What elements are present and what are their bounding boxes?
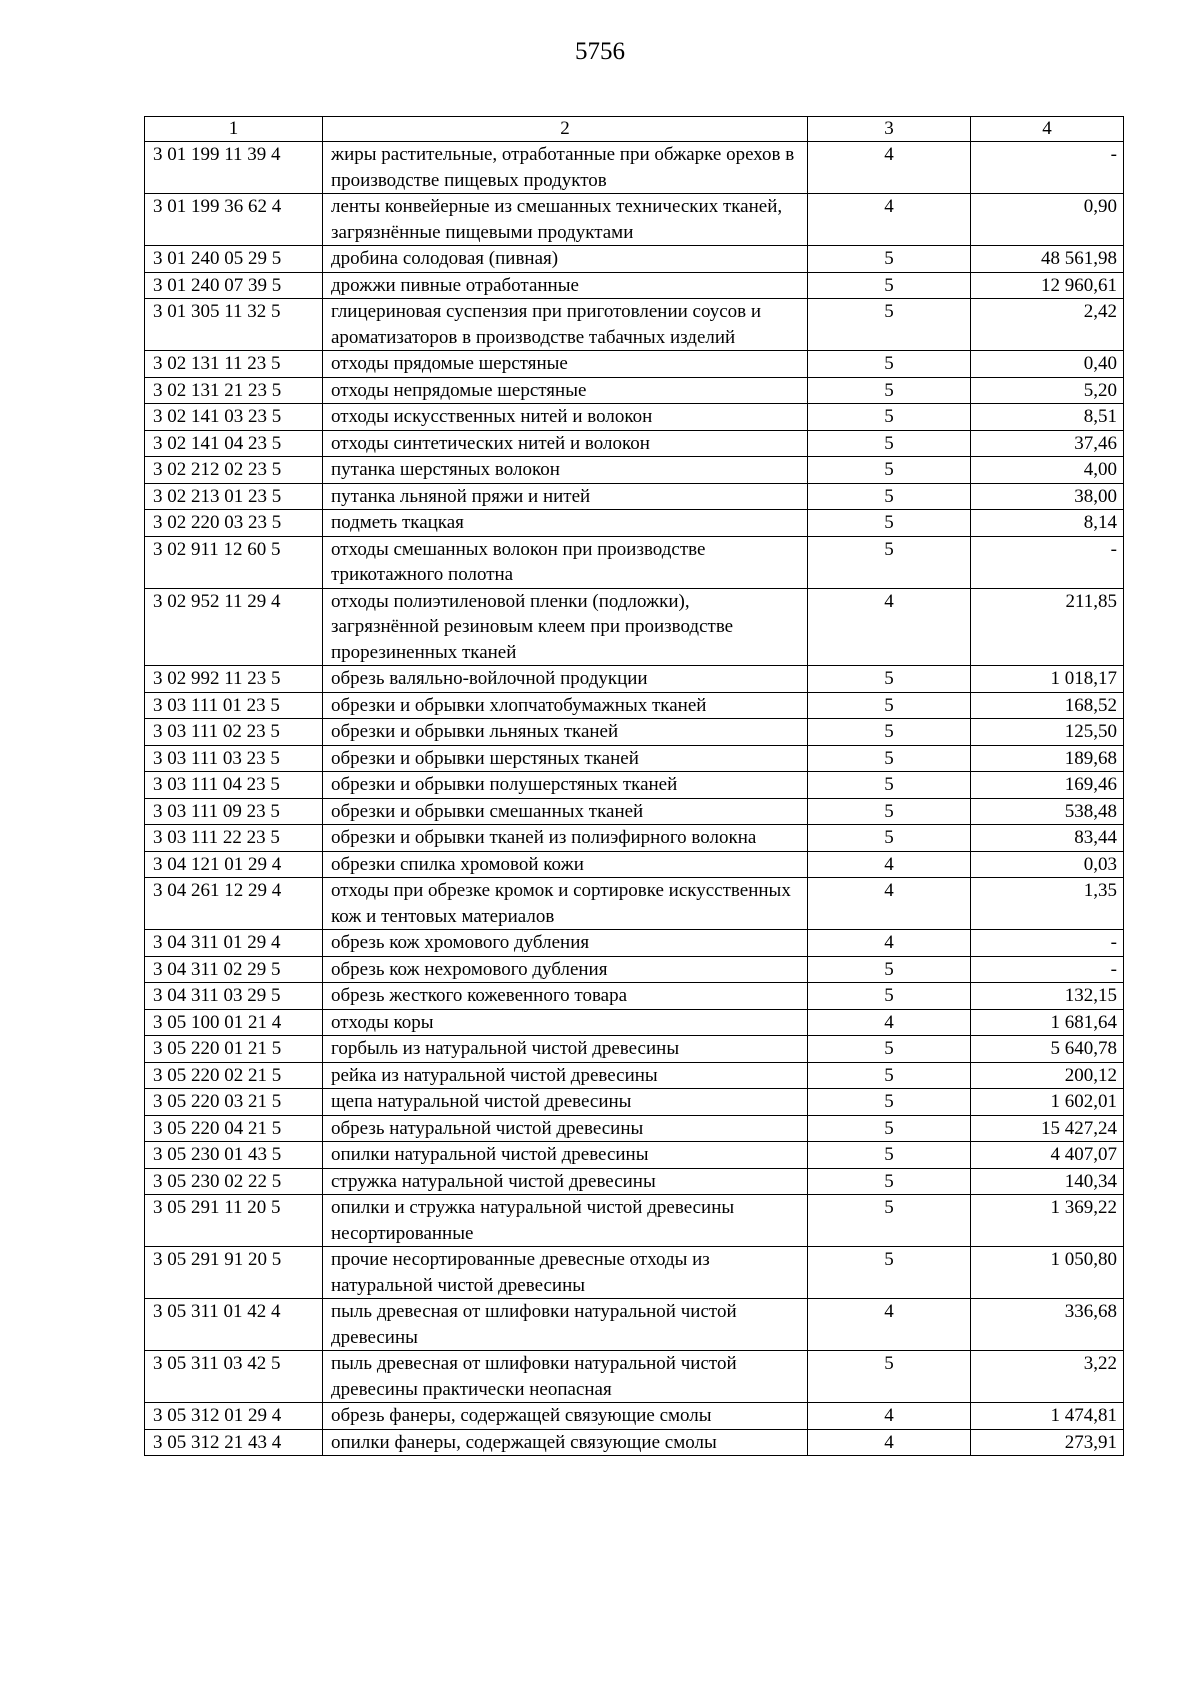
waste-name-cell: обрезь кож хромового дубления [323,930,808,957]
hazard-class-cell: 5 [808,772,971,799]
waste-code-cell: 3 01 240 07 39 5 [145,272,323,299]
value-cell: 4 407,07 [971,1142,1124,1169]
column-header-4: 4 [971,117,1124,142]
waste-name-cell: рейка из натуральной чистой древесины [323,1062,808,1089]
value-cell: 1,35 [971,878,1124,930]
table-row [145,772,1124,799]
table-row [145,719,1124,746]
waste-code-cell: 3 04 311 03 29 5 [145,983,323,1010]
table-row [145,272,1124,299]
waste-code-cell: 3 02 131 21 23 5 [145,377,323,404]
waste-name-cell: отходы коры [323,1009,808,1036]
value-cell: 140,34 [971,1168,1124,1195]
value-cell: 0,90 [971,194,1124,246]
waste-code-cell: 3 03 111 03 23 5 [145,745,323,772]
waste-name-cell: отходы при обрезке кромок и сортировке искусственных кож и тентовых материалов [323,878,808,930]
waste-code-cell: 3 01 305 11 32 5 [145,299,323,351]
hazard-class-cell: 5 [808,692,971,719]
waste-code-cell: 3 05 100 01 21 4 [145,1009,323,1036]
value-cell: 38,00 [971,483,1124,510]
value-cell: 169,46 [971,772,1124,799]
hazard-class-cell: 5 [808,246,971,273]
waste-code-cell: 3 05 230 02 22 5 [145,1168,323,1195]
table-row [145,1351,1124,1403]
hazard-class-cell: 5 [808,457,971,484]
waste-code-cell: 3 02 212 02 23 5 [145,457,323,484]
hazard-class-cell: 5 [808,719,971,746]
table-row [145,142,1124,194]
table-row [145,798,1124,825]
hazard-class-cell: 5 [808,1247,971,1299]
hazard-class-cell: 4 [808,1403,971,1430]
waste-code-cell: 3 05 291 11 20 5 [145,1195,323,1247]
value-cell: 273,91 [971,1429,1124,1456]
waste-name-cell: прочие несортированные древесные отходы из натуральной чистой древесины [323,1247,808,1299]
value-cell: 5 640,78 [971,1036,1124,1063]
table-row [145,351,1124,378]
hazard-class-cell: 5 [808,1168,971,1195]
table-row [145,1062,1124,1089]
waste-name-cell: обрезки и обрывки шерстяных тканей [323,745,808,772]
waste-name-cell: стружка натуральной чистой древесины [323,1168,808,1195]
waste-code-cell: 3 05 291 91 20 5 [145,1247,323,1299]
value-cell: 5,20 [971,377,1124,404]
waste-name-cell: отходы непрядомые шерстяные [323,377,808,404]
table-row [145,483,1124,510]
waste-name-cell: жиры растительные, отработанные при обжарке орехов в производстве пищевых продуктов [323,142,808,194]
waste-name-cell: обрезки и обрывки смешанных тканей [323,798,808,825]
value-cell: 48 561,98 [971,246,1124,273]
hazard-class-cell: 5 [808,299,971,351]
waste-code-cell: 3 02 141 03 23 5 [145,404,323,431]
table-row [145,825,1124,852]
value-cell: 1 018,17 [971,666,1124,693]
waste-code-cell: 3 04 121 01 29 4 [145,851,323,878]
hazard-class-cell: 4 [808,878,971,930]
hazard-class-cell: 5 [808,483,971,510]
waste-code-cell: 3 05 230 01 43 5 [145,1142,323,1169]
value-cell: 125,50 [971,719,1124,746]
waste-code-cell: 3 04 311 01 29 4 [145,930,323,957]
table-row [145,1036,1124,1063]
waste-name-cell: путанка льняной пряжи и нитей [323,483,808,510]
hazard-class-cell: 5 [808,1351,971,1403]
waste-name-cell: пыль древесная от шлифовки натуральной чистой древесины практически неопасная [323,1351,808,1403]
column-header-2: 2 [323,117,808,142]
waste-name-cell: обрезки и обрывки льняных тканей [323,719,808,746]
waste-name-cell: подметь ткацкая [323,510,808,537]
table-row [145,851,1124,878]
value-cell: - [971,930,1124,957]
hazard-class-cell: 5 [808,825,971,852]
waste-name-cell: путанка шерстяных волокон [323,457,808,484]
column-header-3: 3 [808,117,971,142]
hazard-class-cell: 5 [808,1062,971,1089]
hazard-class-cell: 5 [808,956,971,983]
waste-name-cell: дробина солодовая (пивная) [323,246,808,273]
waste-name-cell: отходы искусственных нитей и волокон [323,404,808,431]
waste-codes-table [144,116,1124,1456]
table-row [145,1403,1124,1430]
table-row [145,1429,1124,1456]
page-number: 5756 [575,38,625,65]
waste-code-cell: 3 05 220 01 21 5 [145,1036,323,1063]
table-row [145,956,1124,983]
waste-name-cell: опилки и стружка натуральной чистой древесины несортированные [323,1195,808,1247]
value-cell: 12 960,61 [971,272,1124,299]
hazard-class-cell: 5 [808,377,971,404]
hazard-class-cell: 4 [808,142,971,194]
hazard-class-cell: 4 [808,1009,971,1036]
waste-code-cell: 3 01 199 36 62 4 [145,194,323,246]
waste-name-cell: отходы прядомые шерстяные [323,351,808,378]
hazard-class-cell: 5 [808,404,971,431]
waste-code-cell: 3 05 311 01 42 4 [145,1299,323,1351]
waste-name-cell: опилки фанеры, содержащей связующие смолы [323,1429,808,1456]
table-header-row [145,117,1124,142]
table-row [145,1299,1124,1351]
value-cell: 1 474,81 [971,1403,1124,1430]
waste-name-cell: обрезки и обрывки полушерстяных тканей [323,772,808,799]
value-cell: 200,12 [971,1062,1124,1089]
waste-code-cell: 3 05 220 04 21 5 [145,1115,323,1142]
waste-name-cell: обрезь натуральной чистой древесины [323,1115,808,1142]
hazard-class-cell: 4 [808,1429,971,1456]
hazard-class-cell: 5 [808,430,971,457]
hazard-class-cell: 5 [808,983,971,1010]
hazard-class-cell: 5 [808,272,971,299]
waste-code-cell: 3 02 992 11 23 5 [145,666,323,693]
table-body [145,117,1124,1456]
value-cell: 1 050,80 [971,1247,1124,1299]
waste-name-cell: отходы смешанных волокон при производстве трикотажного полотна [323,536,808,588]
table-row [145,404,1124,431]
waste-name-cell: обрезки и обрывки хлопчатобумажных тканей [323,692,808,719]
value-cell: - [971,142,1124,194]
table-row [145,430,1124,457]
table-row [145,457,1124,484]
hazard-class-cell: 5 [808,666,971,693]
value-cell: 1 681,64 [971,1009,1124,1036]
table-row [145,1247,1124,1299]
column-header-1: 1 [145,117,323,142]
table-row [145,194,1124,246]
waste-name-cell: обрезь кож нехромового дубления [323,956,808,983]
value-cell: 3,22 [971,1351,1124,1403]
value-cell: 538,48 [971,798,1124,825]
table-row [145,1142,1124,1169]
value-cell: 132,15 [971,983,1124,1010]
value-cell: 336,68 [971,1299,1124,1351]
table-row [145,930,1124,957]
hazard-class-cell: 5 [808,510,971,537]
waste-code-cell: 3 05 312 01 29 4 [145,1403,323,1430]
value-cell: 8,14 [971,510,1124,537]
table-row [145,1168,1124,1195]
hazard-class-cell: 5 [808,1089,971,1116]
table-row [145,983,1124,1010]
waste-code-cell: 3 05 220 02 21 5 [145,1062,323,1089]
waste-code-cell: 3 03 111 04 23 5 [145,772,323,799]
waste-name-cell: ленты конвейерные из смешанных технических тканей, загрязнённые пищевыми продуктами [323,194,808,246]
waste-name-cell: обрезь валяльно-войлочной продукции [323,666,808,693]
hazard-class-cell: 5 [808,1195,971,1247]
hazard-class-cell: 5 [808,1036,971,1063]
waste-name-cell: обрезь жесткого кожевенного товара [323,983,808,1010]
waste-name-cell: щепа натуральной чистой древесины [323,1089,808,1116]
table-row [145,1115,1124,1142]
hazard-class-cell: 4 [808,930,971,957]
table-row [145,510,1124,537]
value-cell: 189,68 [971,745,1124,772]
waste-name-cell: отходы синтетических нитей и волокон [323,430,808,457]
table-row [145,588,1124,666]
waste-code-cell: 3 05 312 21 43 4 [145,1429,323,1456]
waste-code-cell: 3 02 952 11 29 4 [145,588,323,666]
table-row [145,1009,1124,1036]
value-cell: 211,85 [971,588,1124,666]
value-cell: 83,44 [971,825,1124,852]
table-row [145,745,1124,772]
hazard-class-cell: 5 [808,745,971,772]
value-cell: - [971,956,1124,983]
waste-code-cell: 3 05 311 03 42 5 [145,1351,323,1403]
hazard-class-cell: 5 [808,798,971,825]
waste-name-cell: пыль древесная от шлифовки натуральной чистой древесины [323,1299,808,1351]
waste-code-cell: 3 03 111 22 23 5 [145,825,323,852]
hazard-class-cell: 5 [808,1142,971,1169]
waste-name-cell: отходы полиэтиленовой пленки (подложки), загрязнённой резиновым клеем при производстве прорезиненных тканей [323,588,808,666]
waste-code-cell: 3 03 111 02 23 5 [145,719,323,746]
value-cell: 37,46 [971,430,1124,457]
waste-code-cell: 3 03 111 09 23 5 [145,798,323,825]
table-row [145,377,1124,404]
hazard-class-cell: 5 [808,1115,971,1142]
waste-name-cell: обрезки и обрывки тканей из полиэфирного волокна [323,825,808,852]
waste-code-cell: 3 05 220 03 21 5 [145,1089,323,1116]
hazard-class-cell: 4 [808,1299,971,1351]
hazard-class-cell: 4 [808,588,971,666]
waste-name-cell: обрезь фанеры, содержащей связующие смолы [323,1403,808,1430]
waste-name-cell: горбыль из натуральной чистой древесины [323,1036,808,1063]
waste-name-cell: дрожжи пивные отработанные [323,272,808,299]
table-row [145,246,1124,273]
waste-code-cell: 3 01 240 05 29 5 [145,246,323,273]
waste-code-cell: 3 02 213 01 23 5 [145,483,323,510]
hazard-class-cell: 5 [808,351,971,378]
table-row [145,536,1124,588]
waste-code-cell: 3 02 141 04 23 5 [145,430,323,457]
hazard-class-cell: 4 [808,194,971,246]
hazard-class-cell: 4 [808,851,971,878]
table-row [145,1089,1124,1116]
value-cell: 8,51 [971,404,1124,431]
value-cell: 4,00 [971,457,1124,484]
table-row [145,878,1124,930]
waste-name-cell: опилки натуральной чистой древесины [323,1142,808,1169]
waste-code-cell: 3 01 199 11 39 4 [145,142,323,194]
table-row [145,666,1124,693]
table-row [145,299,1124,351]
table-row [145,1195,1124,1247]
value-cell: 15 427,24 [971,1115,1124,1142]
value-cell: 1 369,22 [971,1195,1124,1247]
waste-code-cell: 3 02 131 11 23 5 [145,351,323,378]
table-row [145,692,1124,719]
hazard-class-cell: 5 [808,536,971,588]
waste-code-cell: 3 04 311 02 29 5 [145,956,323,983]
value-cell: 168,52 [971,692,1124,719]
waste-name-cell: глицериновая суспензия при приготовлении соусов и ароматизаторов в производстве табачных изделий [323,299,808,351]
value-cell: 1 602,01 [971,1089,1124,1116]
value-cell: 2,42 [971,299,1124,351]
waste-code-cell: 3 03 111 01 23 5 [145,692,323,719]
waste-code-cell: 3 04 261 12 29 4 [145,878,323,930]
value-cell: - [971,536,1124,588]
waste-code-cell: 3 02 911 12 60 5 [145,536,323,588]
waste-code-cell: 3 02 220 03 23 5 [145,510,323,537]
value-cell: 0,03 [971,851,1124,878]
waste-name-cell: обрезки спилка хромовой кожи [323,851,808,878]
value-cell: 0,40 [971,351,1124,378]
